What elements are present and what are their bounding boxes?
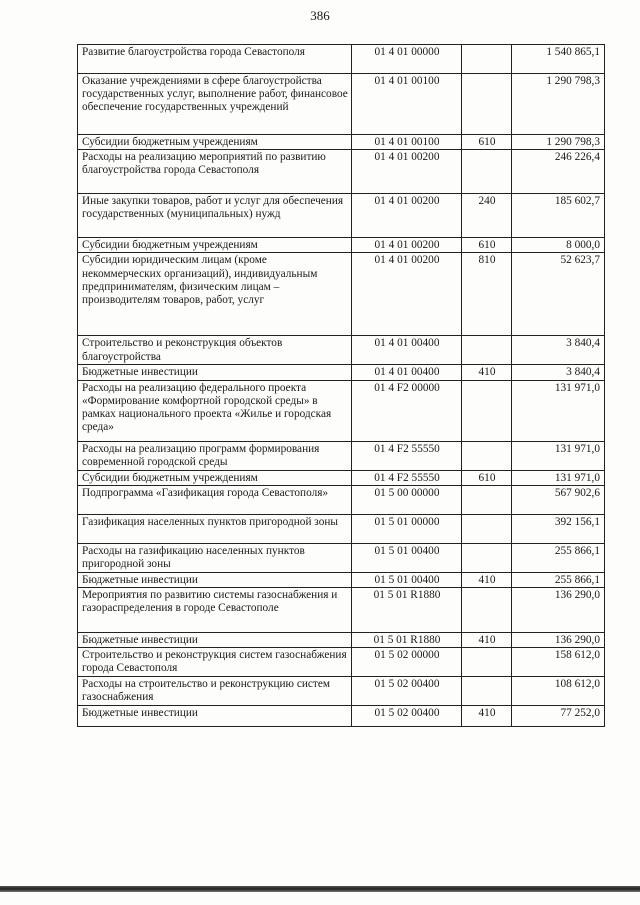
- row-amount-cell: 255 866,1: [512, 543, 605, 572]
- row-amount-cell: 392 156,1: [512, 514, 605, 543]
- row-code-cell: 01 4 01 00000: [352, 45, 462, 74]
- row-type-cell: [462, 336, 512, 365]
- row-name-cell: Газификация населенных пунктов пригородной зоны: [78, 514, 352, 543]
- row-type-cell: [462, 74, 512, 135]
- table-row: [78, 543, 605, 572]
- row-name-cell: Субсидии юридическим лицам (кроме некоммерческих организаций), индивидуальным предпринимателям, физическим лицам – производителям товаров, работ, услуг: [78, 253, 352, 336]
- scan-bottom-edge: [0, 886, 640, 892]
- table-row: [78, 365, 605, 380]
- budget-table: [77, 44, 605, 727]
- row-name-cell: Бюджетные инвестиции: [78, 572, 352, 587]
- row-code-cell: 01 5 02 00000: [352, 648, 462, 677]
- row-type-cell: 610: [462, 135, 512, 150]
- row-name-cell: Субсидии бюджетным учреждениям: [78, 135, 352, 150]
- row-type-cell: 410: [462, 706, 512, 727]
- row-code-cell: 01 4 01 00200: [352, 253, 462, 336]
- row-name-cell: Расходы на реализацию федерального проекта «Формирование комфортной городской среды» в рамках национального проекта «Жилье и городская среда»: [78, 380, 352, 441]
- row-name-cell: Расходы на газификацию населенных пунктов пригородной зоны: [78, 543, 352, 572]
- row-name-cell: Подпрограмма «Газификация города Севастополя»: [78, 485, 352, 514]
- row-amount-cell: 131 971,0: [512, 380, 605, 441]
- row-name-cell: Субсидии бюджетным учреждениям: [78, 238, 352, 253]
- row-amount-cell: 131 971,0: [512, 470, 605, 485]
- row-amount-cell: 567 902,6: [512, 485, 605, 514]
- row-code-cell: 01 4 01 00100: [352, 74, 462, 135]
- table-row: [78, 514, 605, 543]
- row-amount-cell: 1 540 865,1: [512, 45, 605, 74]
- row-type-cell: [462, 485, 512, 514]
- row-type-cell: 410: [462, 365, 512, 380]
- row-code-cell: 01 5 02 00400: [352, 677, 462, 706]
- table-row: [78, 441, 605, 470]
- row-type-cell: [462, 441, 512, 470]
- table-row: [78, 572, 605, 587]
- table-row: [78, 380, 605, 441]
- row-name-cell: Строительство и реконструкция систем газоснабжения города Севастополя: [78, 648, 352, 677]
- row-code-cell: 01 4 F2 55550: [352, 470, 462, 485]
- row-type-cell: 810: [462, 253, 512, 336]
- row-code-cell: 01 4 01 00200: [352, 194, 462, 238]
- table-row: [78, 253, 605, 336]
- row-type-cell: 240: [462, 194, 512, 238]
- row-name-cell: Бюджетные инвестиции: [78, 706, 352, 727]
- row-amount-cell: 1 290 798,3: [512, 135, 605, 150]
- row-name-cell: Бюджетные инвестиции: [78, 365, 352, 380]
- row-amount-cell: 3 840,4: [512, 336, 605, 365]
- table-row: [78, 588, 605, 633]
- row-type-cell: [462, 380, 512, 441]
- row-amount-cell: 158 612,0: [512, 648, 605, 677]
- row-amount-cell: 3 840,4: [512, 365, 605, 380]
- row-code-cell: 01 4 F2 00000: [352, 380, 462, 441]
- row-amount-cell: 255 866,1: [512, 572, 605, 587]
- table-row: [78, 336, 605, 365]
- row-code-cell: 01 5 01 R1880: [352, 633, 462, 648]
- row-type-cell: [462, 150, 512, 194]
- row-amount-cell: 136 290,0: [512, 633, 605, 648]
- row-code-cell: 01 4 01 00400: [352, 365, 462, 380]
- row-amount-cell: 136 290,0: [512, 588, 605, 633]
- row-code-cell: 01 5 01 00400: [352, 543, 462, 572]
- row-type-cell: 410: [462, 572, 512, 587]
- row-code-cell: 01 4 F2 55550: [352, 441, 462, 470]
- row-code-cell: 01 4 01 00200: [352, 150, 462, 194]
- row-code-cell: 01 5 01 00400: [352, 572, 462, 587]
- row-name-cell: Расходы на реализацию мероприятий по развитию благоустройства города Севастополя: [78, 150, 352, 194]
- row-code-cell: 01 5 01 00000: [352, 514, 462, 543]
- row-amount-cell: 77 252,0: [512, 706, 605, 727]
- row-amount-cell: 246 226,4: [512, 150, 605, 194]
- row-name-cell: Иные закупки товаров, работ и услуг для обеспечения государственных (муниципальных) нужд: [78, 194, 352, 238]
- row-code-cell: 01 5 00 00000: [352, 485, 462, 514]
- table-row: [78, 135, 605, 150]
- table-row: [78, 633, 605, 648]
- row-amount-cell: 131 971,0: [512, 441, 605, 470]
- page-number: 386: [310, 8, 330, 23]
- row-type-cell: [462, 588, 512, 633]
- row-type-cell: [462, 45, 512, 74]
- row-name-cell: Субсидии бюджетным учреждениям: [78, 470, 352, 485]
- row-code-cell: 01 4 01 00200: [352, 238, 462, 253]
- table-row: [78, 74, 605, 135]
- row-amount-cell: 1 290 798,3: [512, 74, 605, 135]
- row-name-cell: Расходы на реализацию программ формирования современной городской среды: [78, 441, 352, 470]
- row-code-cell: 01 4 01 00100: [352, 135, 462, 150]
- row-type-cell: 410: [462, 633, 512, 648]
- row-code-cell: 01 4 01 00400: [352, 336, 462, 365]
- row-name-cell: Строительство и реконструкция объектов благоустройства: [78, 336, 352, 365]
- row-name-cell: Расходы на строительство и реконструкцию систем газоснабжения: [78, 677, 352, 706]
- row-type-cell: 610: [462, 470, 512, 485]
- row-type-cell: [462, 514, 512, 543]
- table-row: [78, 677, 605, 706]
- table-row: [78, 45, 605, 74]
- row-amount-cell: 8 000,0: [512, 238, 605, 253]
- table-row: [78, 238, 605, 253]
- table-row: [78, 194, 605, 238]
- row-type-cell: 610: [462, 238, 512, 253]
- table-row: [78, 706, 605, 727]
- table-row: [78, 648, 605, 677]
- table-row: [78, 485, 605, 514]
- row-type-cell: [462, 677, 512, 706]
- row-name-cell: Оказание учреждениями в сфере благоустройства государственных услуг, выполнение работ, финансовое обеспечение государственных учреждений: [78, 74, 352, 135]
- row-name-cell: Бюджетные инвестиции: [78, 633, 352, 648]
- row-code-cell: 01 5 01 R1880: [352, 588, 462, 633]
- row-amount-cell: 185 602,7: [512, 194, 605, 238]
- row-type-cell: [462, 648, 512, 677]
- table-row: [78, 150, 605, 194]
- table-row: [78, 470, 605, 485]
- row-amount-cell: 108 612,0: [512, 677, 605, 706]
- row-amount-cell: 52 623,7: [512, 253, 605, 336]
- row-type-cell: [462, 543, 512, 572]
- row-name-cell: Мероприятия по развитию системы газоснабжения и газораспределения в городе Севастополе: [78, 588, 352, 633]
- row-code-cell: 01 5 02 00400: [352, 706, 462, 727]
- row-name-cell: Развитие благоустройства города Севастополя: [78, 45, 352, 74]
